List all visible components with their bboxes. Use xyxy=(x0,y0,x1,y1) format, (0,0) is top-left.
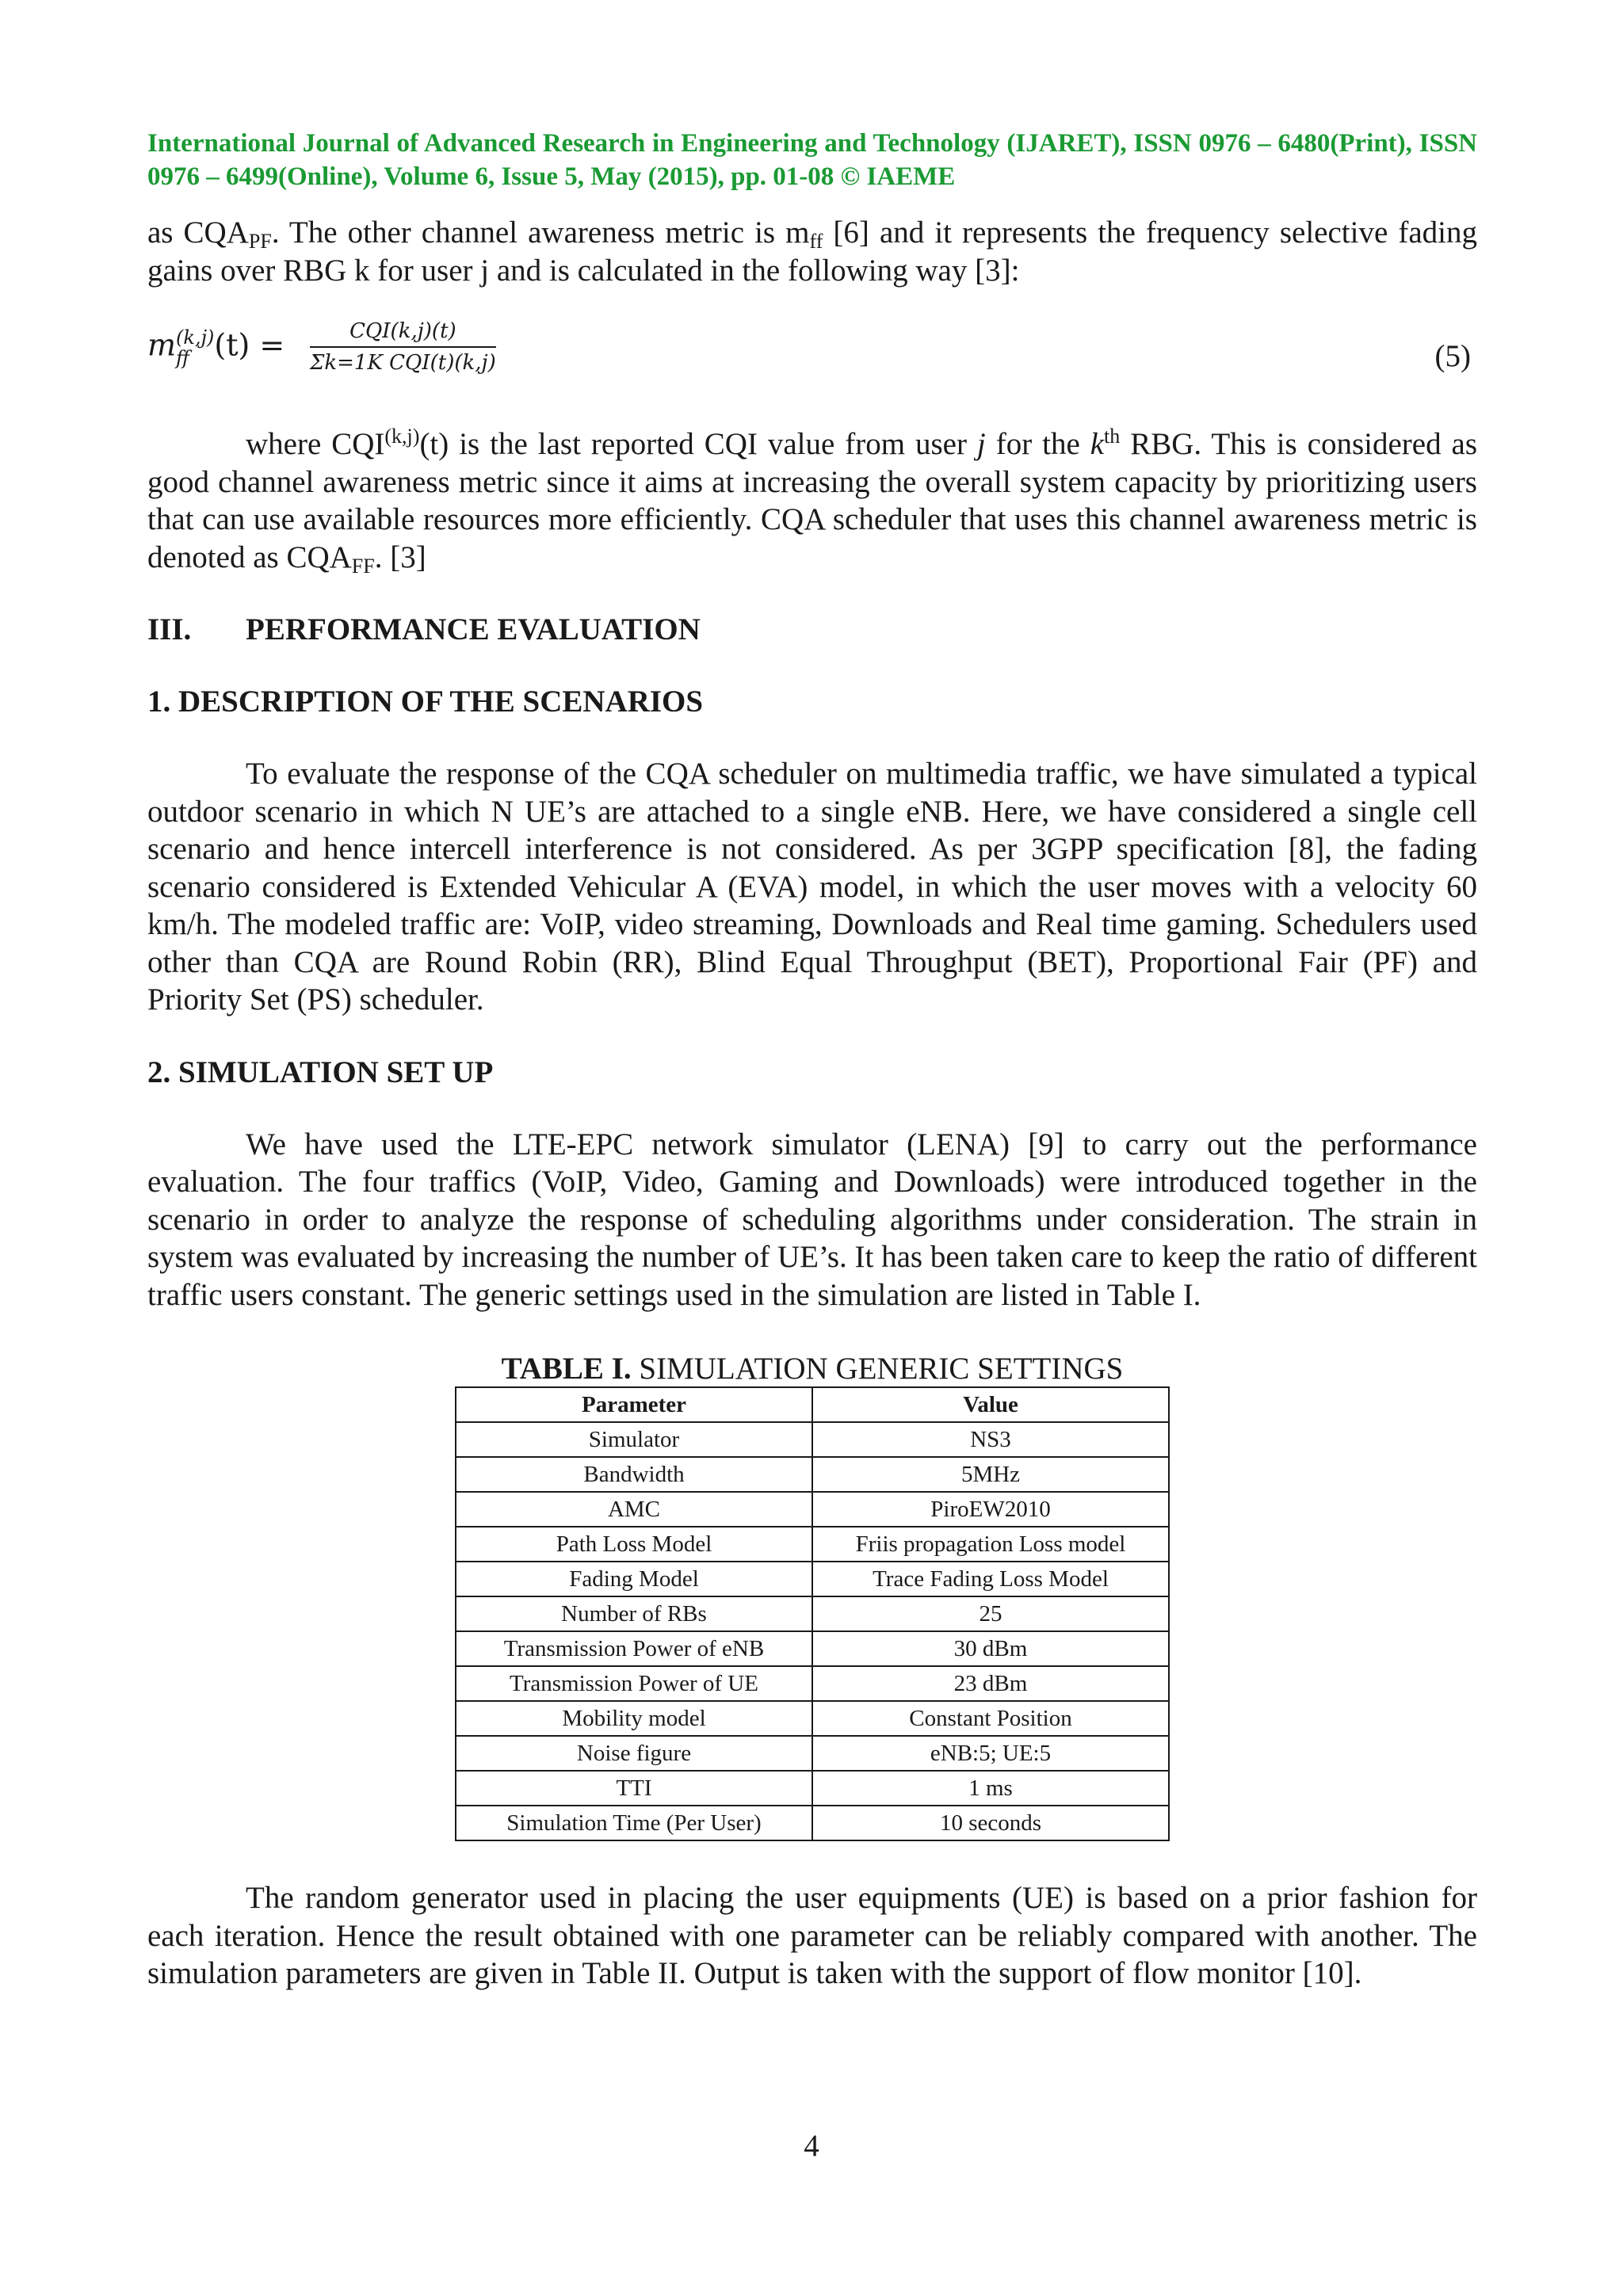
table-row xyxy=(456,1492,1169,1527)
text: . The other channel awareness metric is m xyxy=(271,215,810,250)
paragraph-random-generator: The random generator used in placing the user equipments (UE) is based on a prior fashion for each iteration. Hence the result obtained with one parameter can be reliably compared with another. The simulation parameters are given in Table II. Output is taken with the support of flow monitor [10]. xyxy=(147,1881,1477,1990)
paper-page xyxy=(147,127,1477,1993)
paragraph-setup: We have used the LTE-EPC network simulator (LENA) [9] to carry out the performance evaluation. The four traffics (VoIP, Video, Gaming and Downloads) were introduced together in the scenario in order to analyze the response of scheduling algorithms under consideration. The strain in system was evaluated by increasing the number of UE’s. It has been taken care to keep the ratio of different traffic users constant. The generic settings used in the simulation are listed in Table I. xyxy=(147,1127,1477,1312)
table-caption-label: TABLE I. xyxy=(501,1352,632,1386)
table-row xyxy=(456,1631,1169,1666)
table-cell: Simulation Time (Per User) xyxy=(456,1806,812,1840)
eq-base: m xyxy=(147,327,177,363)
text: (t) is the last reported CQI value from user xyxy=(419,427,977,461)
section-heading-performance xyxy=(147,611,1477,648)
table-cell: Friis propagation Loss model xyxy=(812,1527,1169,1562)
table-cell: Trace Fading Loss Model xyxy=(812,1562,1169,1596)
table-row xyxy=(456,1422,1169,1457)
text: for the xyxy=(985,427,1090,461)
journal-header: International Journal of Advanced Research in Engineering and Technology (IJARET), ISSN 0976 – 6480(Print), ISSN 0976 – 6499(Online), Volume 6, Issue 5, May (2015), pp. 01-08 © IAEME xyxy=(147,129,1477,191)
table-row xyxy=(456,1736,1169,1771)
table-cell: Transmission Power of UE xyxy=(456,1666,812,1701)
subscript: FF xyxy=(351,554,375,578)
table-cell: Simulator xyxy=(456,1422,812,1457)
table-caption xyxy=(147,1352,1477,1386)
table-row xyxy=(456,1457,1169,1492)
equation-number: (5) xyxy=(1434,339,1471,373)
superscript: (k,j) xyxy=(384,425,420,448)
table-cell: PiroEW2010 xyxy=(812,1492,1169,1527)
table-cell: Bandwidth xyxy=(456,1457,812,1492)
superscript: th xyxy=(1104,425,1121,448)
table-cell: Transmission Power of eNB xyxy=(456,1631,812,1666)
simulation-settings-table xyxy=(455,1386,1170,1841)
table-cell: 23 dBm xyxy=(812,1666,1169,1701)
section-numeral: III. xyxy=(147,612,192,646)
subscript: ff xyxy=(809,230,823,253)
section-title: PERFORMANCE EVALUATION xyxy=(246,612,701,646)
page-number: 4 xyxy=(804,2129,819,2163)
table-cell: 10 seconds xyxy=(812,1806,1169,1840)
table-cell: Constant Position xyxy=(812,1701,1169,1736)
eq-superscript: (k,j) xyxy=(176,326,215,349)
text: RBG. This is considered as good channel awareness metric since it aims at increasing the overall system capacity by prioritizing users that can use available resources more efficiently. CQA scheduler that uses this channel awareness metric is denoted as CQA xyxy=(147,427,1478,574)
table-cell: Mobility model xyxy=(456,1701,812,1736)
column-header: Parameter xyxy=(456,1387,812,1422)
table-cell: Noise figure xyxy=(456,1736,812,1771)
text: . [3] xyxy=(374,540,426,574)
table-row xyxy=(456,1562,1169,1596)
eq-supsub xyxy=(176,327,214,368)
table-caption-title: SIMULATION GENERIC SETTINGS xyxy=(631,1352,1124,1386)
paragraph-cqa-pf xyxy=(147,214,1477,289)
text: as CQA xyxy=(147,215,249,250)
table-row xyxy=(456,1771,1169,1806)
subscript: PF xyxy=(248,230,272,253)
table-cell: 30 dBm xyxy=(812,1631,1169,1666)
paragraph-scenarios: To evaluate the response of the CQA scheduler on multimedia traffic, we have simulated a typical outdoor scenario in which N UE’s are attached to a single eNB. Here, we have considered a single cell scenario and hence intercell interference is not considered. As per 3GPP specification [8], the fading scenario considered is Extended Vehicular A (EVA) model, in which the user moves with a velocity 60 km/h. The modeled traffic are: VoIP, video streaming, Downloads and Real time gaming. Schedulers used other than CQA are Round Robin (RR), Blind Equal Throughput (BET), Proportional Fair (PF) and Priority Set (PS) scheduler. xyxy=(147,757,1477,1016)
table-cell: 25 xyxy=(812,1596,1169,1631)
table-row xyxy=(456,1596,1169,1631)
equation-denominator: Σk=1K CQI(t)(k,j) xyxy=(310,351,496,375)
equation-fraction xyxy=(310,319,496,375)
table-cell: 5MHz xyxy=(812,1457,1169,1492)
table-cell: AMC xyxy=(456,1492,812,1527)
table-cell: Path Loss Model xyxy=(456,1527,812,1562)
equation-5 xyxy=(147,319,1477,399)
subsection-heading-setup: 2. SIMULATION SET UP xyxy=(147,1055,494,1089)
subsection-heading-scenarios: 1. DESCRIPTION OF THE SCENARIOS xyxy=(147,685,704,719)
table-cell: TTI xyxy=(456,1771,812,1806)
table-cell: Fading Model xyxy=(456,1562,812,1596)
equation-lhs xyxy=(147,327,285,368)
table-cell: eNB:5; UE:5 xyxy=(812,1736,1169,1771)
eq-rest: (t) = xyxy=(214,327,285,363)
table-cell: NS3 xyxy=(812,1422,1169,1457)
table-row xyxy=(456,1666,1169,1701)
table-row xyxy=(456,1527,1169,1562)
table-row xyxy=(456,1806,1169,1840)
column-header: Value xyxy=(812,1387,1169,1422)
eq-subscript: ff xyxy=(176,347,190,369)
equation-numerator: CQI(k,j)(t) xyxy=(310,319,496,348)
table-cell: Number of RBs xyxy=(456,1596,812,1631)
table-header-row xyxy=(456,1387,1169,1422)
table-cell: 1 ms xyxy=(812,1771,1169,1806)
text: [6] and it represents the frequency selective fading gains over RBG k for user j and is calculated in the following way [3]: xyxy=(147,215,1477,288)
italic-k: k xyxy=(1090,427,1105,461)
paragraph-cqi xyxy=(147,425,1477,576)
italic-j: j xyxy=(976,427,986,461)
table-row xyxy=(456,1701,1169,1736)
text: where CQI xyxy=(246,427,385,461)
